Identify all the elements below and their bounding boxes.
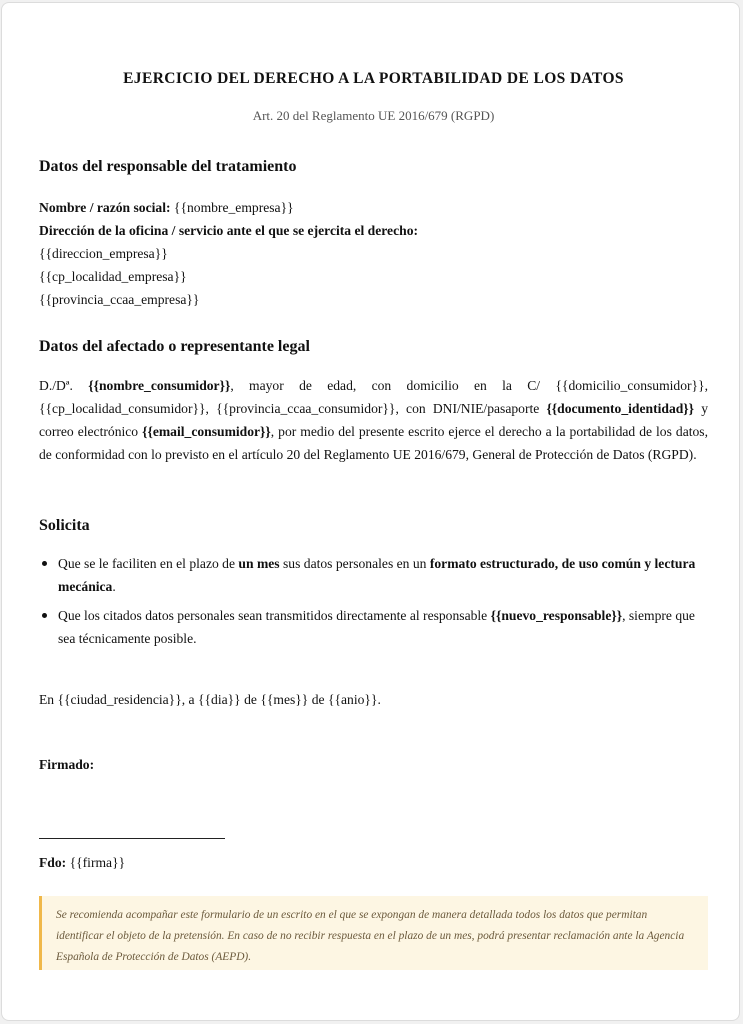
cp-empresa-value: {{cp_localidad_empresa}} [39, 269, 187, 284]
list-item [58, 552, 708, 598]
document-page [1, 2, 740, 1021]
email-consumidor-value: {{email_consumidor}} [142, 424, 271, 439]
mes-value: {{mes}} [260, 692, 309, 707]
afectado-text: , mayor de edad, con domicilio en la C/ [230, 378, 556, 393]
direccion-label-line [39, 219, 708, 242]
direccion-empresa-value: {{direccion_empresa}} [39, 246, 168, 261]
section-heading-responsable: Datos del responsable del tratamiento [39, 158, 297, 175]
afectado-text: , por medio del presente escrito ejerce el derecho a la portabilidad de los datos, de conformidad con lo previsto en el artículo 20 del Reglamento UE 2016/679, General de Protección de Datos (RGPD). [39, 424, 708, 462]
responsable-block [39, 196, 708, 311]
provincia-empresa-value: {{provincia_ccaa_empresa}} [39, 292, 200, 307]
date-text: , a [181, 692, 198, 707]
afectado-text: , [704, 378, 708, 393]
solicita-list [39, 552, 708, 656]
firmado-label: Firmado: [39, 757, 95, 772]
fdo-label: Fdo: [39, 855, 67, 870]
list-item-text: sus datos personales en un [279, 556, 430, 571]
provincia-consumidor-value: {{provincia_ccaa_consumidor}} [216, 401, 396, 416]
nombre-consumidor-value: {{nombre_consumidor}} [88, 378, 231, 393]
afectado-paragraph [39, 374, 708, 466]
date-text: de [308, 692, 328, 707]
nuevo-responsable-value: {{nuevo_responsable}} [490, 608, 623, 623]
document-title: EJERCICIO DEL DERECHO A LA PORTABILIDAD DE LOS DATOS [123, 70, 624, 87]
afectado-text: , [205, 401, 217, 416]
section-heading-solicita: Solicita [39, 517, 90, 534]
date-text: En [39, 692, 58, 707]
nombre-line [39, 196, 708, 219]
afectado-text: D./Dª. [39, 378, 89, 393]
signature-line [39, 838, 225, 839]
list-item-bold: formato estructurado, de uso común y lectura mecánica [58, 556, 696, 594]
recommendation-note: Se recomienda acompañar este formulario de un escrito en el que se expongan de manera detallada todos los datos que permitan identificar el objeto de la pretensión. En caso de no recibir respuesta en el plazo de un mes, podrá presentar reclamación ante la Agencia Española de Protección de Datos (AEPD). [39, 896, 708, 970]
documento-identidad-value: {{documento_identidad}} [546, 401, 695, 416]
list-item-text: Que se le faciliten en el plazo de [58, 556, 239, 571]
date-line [39, 688, 708, 711]
date-text: de [240, 692, 261, 707]
list-item-text: . [112, 579, 116, 594]
section-heading-afectado: Datos del afectado o representante legal [39, 338, 310, 355]
anio-value: {{anio}} [327, 692, 378, 707]
cp-consumidor-value: {{cp_localidad_consumidor}} [39, 401, 206, 416]
list-item-bold: un mes [238, 556, 280, 571]
list-item-text: Que los citados datos personales sean transmitidos directamente al responsable [58, 608, 491, 623]
afectado-text: , con DNI/NIE/pasaporte [395, 401, 547, 416]
date-text: . [377, 692, 381, 707]
direccion-label: Dirección de la oficina / servicio ante el que se ejercita el derecho: [39, 223, 419, 238]
fdo-line [39, 855, 125, 871]
firma-value: {{firma}} [69, 855, 126, 870]
list-item [58, 604, 708, 650]
document-subtitle: Art. 20 del Reglamento UE 2016/679 (RGPD) [252, 108, 495, 123]
nombre-empresa-value: {{nombre_empresa}} [173, 200, 294, 215]
dia-value: {{dia}} [197, 692, 241, 707]
ciudad-value: {{ciudad_residencia}} [57, 692, 182, 707]
afectado-text: y correo electrónico [39, 401, 708, 439]
nombre-label: Nombre / razón social: [39, 200, 171, 215]
list-item-text: , siempre que sea técnicamente posible. [58, 608, 695, 646]
domicilio-consumidor-value: {{domicilio_consumidor}} [555, 378, 705, 393]
